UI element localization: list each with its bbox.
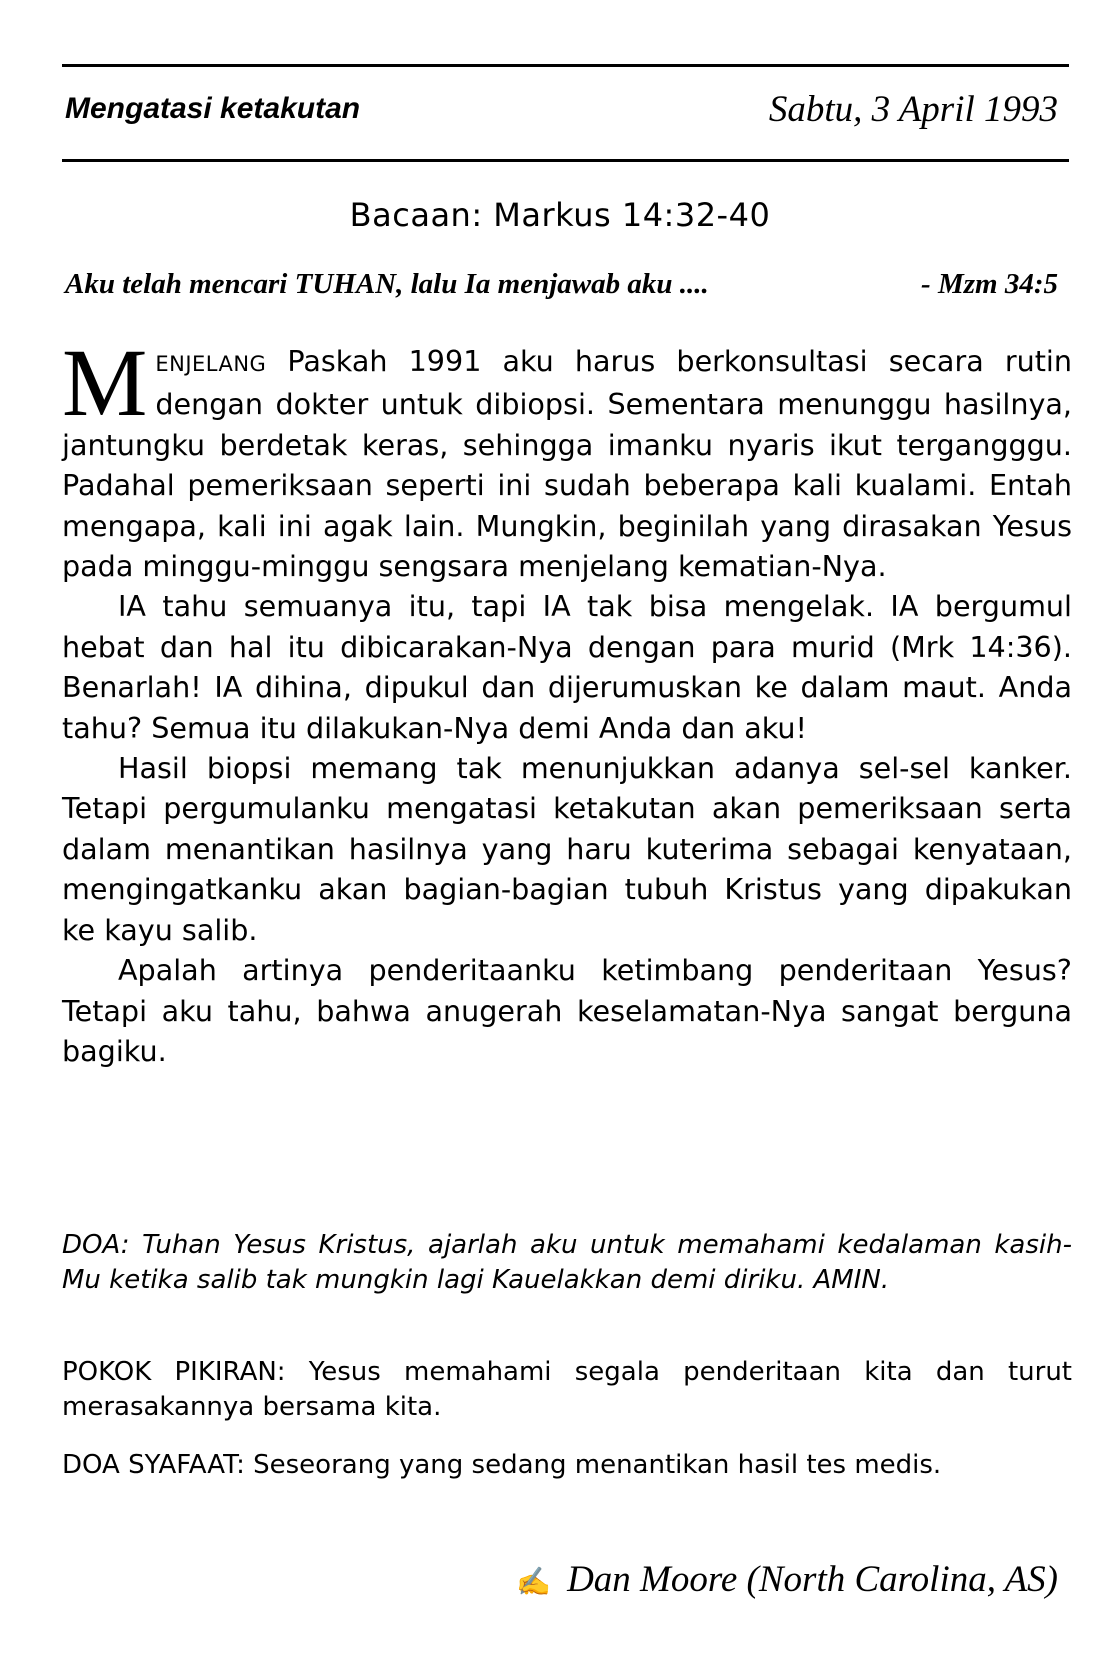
- paragraph-4: Apalah artinya penderitaanku ketimbang penderitaan Yesus? Tetapi aku tahu, bahwa anugerah keselamatan-Nya sangat berguna bagiku.: [62, 953, 1072, 1068]
- thought-label: POKOK PIKIRAN:: [62, 1357, 286, 1387]
- key-verse: [65, 268, 1058, 301]
- drop-cap: M: [62, 329, 148, 436]
- page-title: Mengatasi ketakutan: [65, 92, 361, 125]
- prayer: [62, 1228, 1072, 1298]
- lead-smallcaps: ENJELANG: [155, 352, 267, 376]
- paragraph-2: IA tahu semuanya itu, tapi IA tak bisa mengelak. IA bergumul hebat dan hal itu dibicarakan-Nya dengan para murid (Mrk 14:36). Benarlah! IA dihina, dipukul dan dijerumuskan ke dalam maut. Anda tahu? Semua itu dilakukan-Nya demi Anda dan aku!: [62, 589, 1072, 745]
- top-rule: [62, 64, 1069, 67]
- intercession-text: Seseorang yang sedang menantikan hasil tes medis.: [244, 1450, 942, 1480]
- main-thought: [62, 1355, 1072, 1425]
- verse-text: Aku telah mencari TUHAN, lalu Ia menjawab aku ....: [65, 268, 709, 300]
- header-rule: [62, 159, 1069, 162]
- intercession-label: DOA SYAFAAT:: [62, 1450, 245, 1480]
- prayer-text: Tuhan Yesus Kristus, ajarlah aku untuk memahami kedalaman kasih-Mu ketika salib tak mungkin lagi Kauelakkan demi diriku. AMIN.: [62, 1230, 1072, 1295]
- writing-hand-icon: ✍: [516, 1567, 552, 1598]
- paragraph-1: [62, 329, 1072, 586]
- author-name: Dan Moore (North Carolina, AS): [567, 1559, 1058, 1600]
- verse-reference: - Mzm 34:5: [921, 268, 1058, 300]
- prayer-label: DOA:: [62, 1230, 130, 1260]
- thought-text: Yesus memahami segala penderitaan kita dan turut merasakannya bersama kita.: [62, 1357, 1072, 1422]
- page-date: Sabtu, 3 April 1993: [768, 89, 1058, 130]
- scripture-reading: Bacaan: Markus 14:32-40: [349, 196, 771, 234]
- paragraph-1-text: Paskah 1991 aku harus berkonsultasi secara rutin dengan dokter untuk dibiopsi. Sementara menunggu hasilnya, jantungku berdetak keras, sehingga imanku nyaris ikut tergangggu. Padahal pemeriksaan seperti ini sudah beberapa kali kualami. Entah mengapa, kali ini agak lain. Mungkin, beginilah yang dirasakan Yesus pada minggu-minggu sengsara menjelang kematian-Nya.: [62, 344, 1072, 584]
- intercession: [62, 1448, 1072, 1483]
- devotional-body: [62, 329, 1072, 1071]
- signature: [516, 1558, 1058, 1601]
- paragraph-3: Hasil biopsi memang tak menunjukkan adanya sel-sel kanker. Tetapi pergumulanku mengatasi ketakutan akan pemeriksaan serta dalam menantikan hasilnya yang haru kuterima sebagai kenyataan, mengingatkanku akan bagian-bagian tubuh Kristus yang dipakukan ke kayu salib.: [62, 751, 1072, 947]
